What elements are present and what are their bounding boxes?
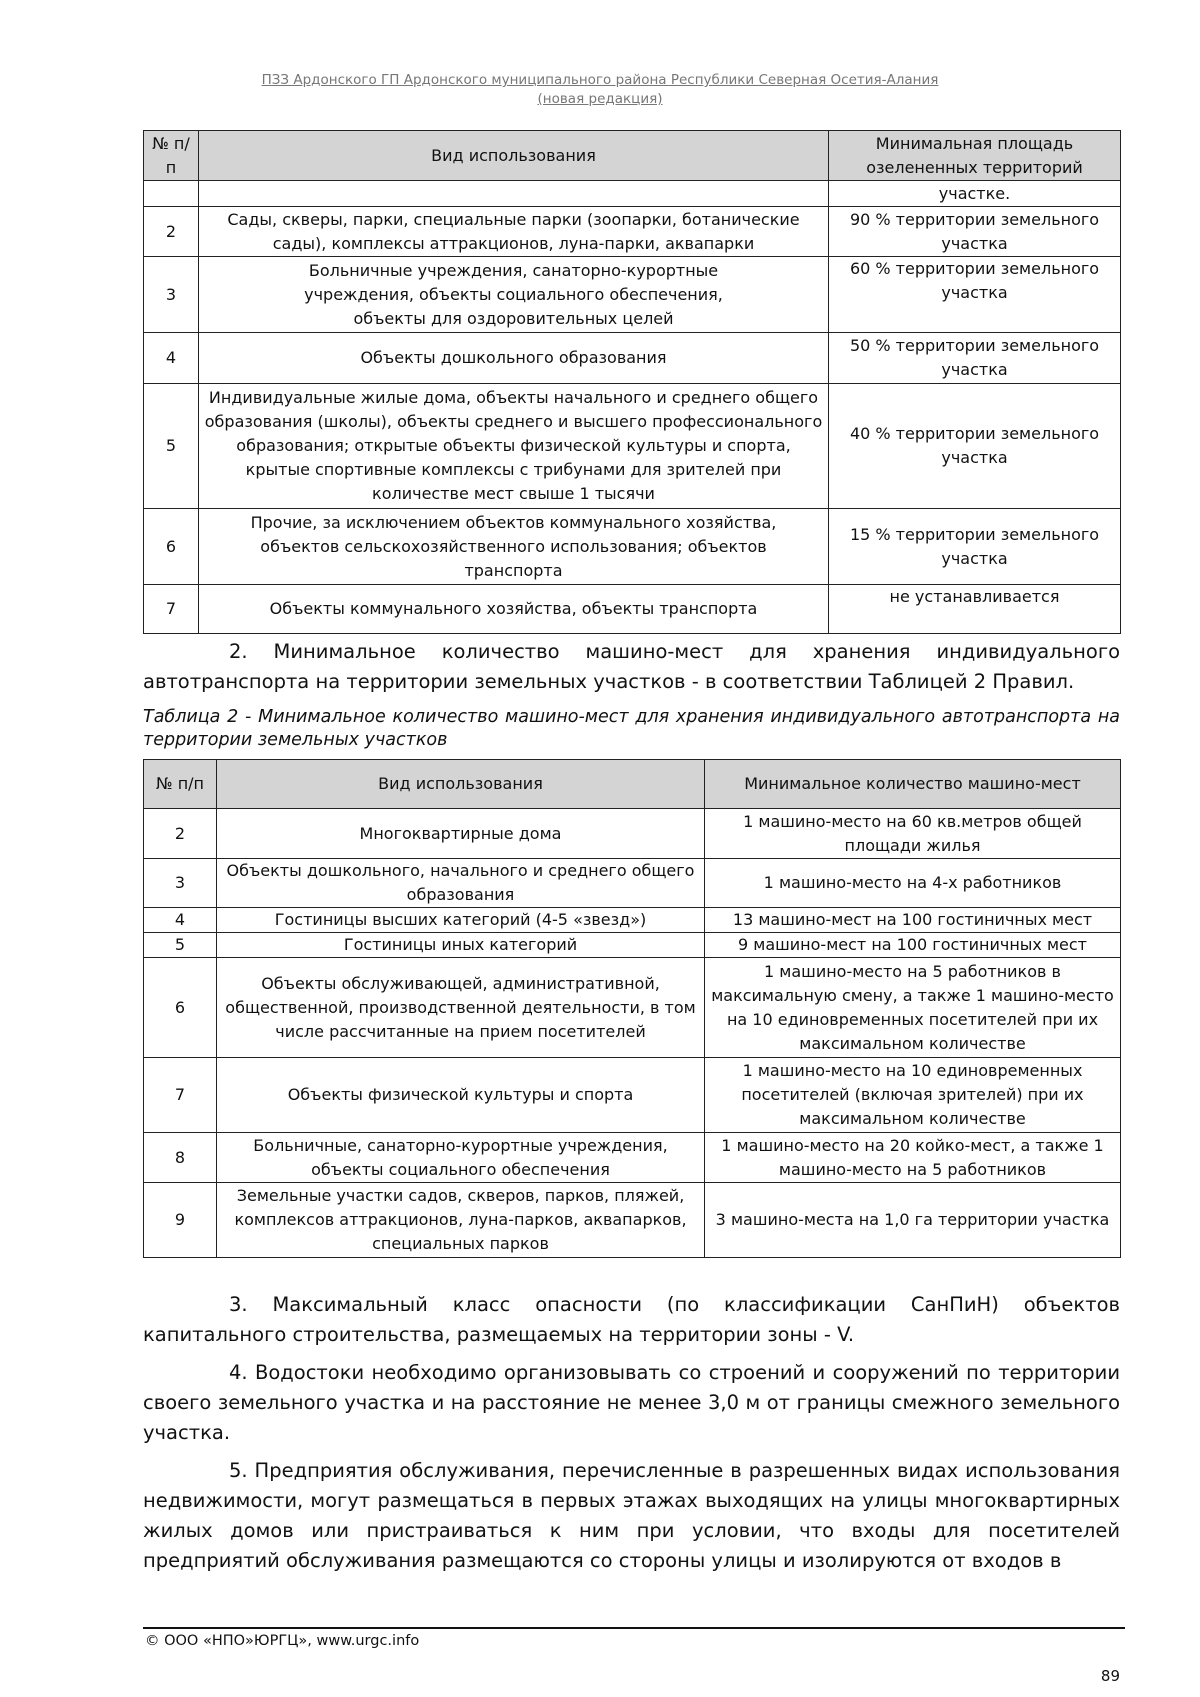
table-header-row: [144, 760, 1121, 809]
row-use: Сады, скверы, парки, специальные парки (зоопарки, ботанические сады), комплексы аттракционов, луна-парки, аквапарки: [199, 207, 829, 257]
col-header-use: Вид использования: [199, 131, 829, 181]
row-number: 7: [144, 1058, 217, 1133]
paragraph-3: 3. Максимальный класс опасности (по классификации СанПиН) объектов капитального строительства, размещаемых на территории зоны - V.: [143, 1293, 1120, 1346]
row-use: Объекты обслуживающей, административной, общественной, производственной деятельности, в том числе рассчитанные на прием посетителей: [217, 958, 705, 1058]
page-number: 89: [1100, 1667, 1120, 1685]
row-use: Объекты физической культуры и спорта: [217, 1058, 705, 1133]
paragraph-2: 2. Минимальное количество машино-мест для хранения индивидуального автотранспорта на территории земельных участков - в соответствии Таблицей 2 Правил.: [143, 640, 1120, 693]
row-number: 3: [144, 257, 199, 333]
row-value: 1 машино-место на 10 единовременных посетителей (включая зрителей) при их максимальном количестве: [705, 1058, 1121, 1133]
row-value: 40 % территории земельного участка: [829, 384, 1121, 509]
row-use: Многоквартирные дома: [217, 809, 705, 859]
row-number: 4: [144, 333, 199, 384]
row-value: 9 машино-мест на 100 гостиничных мест: [705, 933, 1121, 958]
row-number: 5: [144, 933, 217, 958]
row-use: [199, 181, 829, 207]
header-line-1: ПЗЗ Ардонского ГП Ардонского муниципального района Республики Северная Осетия-Алания: [261, 72, 939, 88]
table-row: [144, 809, 1121, 859]
table-row: [144, 1183, 1121, 1258]
row-number: [144, 181, 199, 207]
table-row: [144, 181, 1121, 207]
row-use: Прочие, за исключением объектов коммунального хозяйства, объектов сельскохозяйственного использования; объектов транспорта: [199, 509, 829, 585]
table-row: [144, 509, 1121, 585]
paragraph-4: 4. Водостоки необходимо организовывать со строений и сооружений по территории своего земельного участка и на расстояние не менее 3,0 м от границы смежного земельного участка.: [143, 1361, 1120, 1444]
parking-table: [143, 759, 1121, 1258]
table-row: [144, 933, 1121, 958]
table-row: [144, 1133, 1121, 1183]
row-value: 1 машино-место на 5 работников в максимальную смену, а также 1 машино-место на 10 единовременных посетителей при их максимальном количестве: [705, 958, 1121, 1058]
col-header-value: Минимальное количество машино-мест: [705, 760, 1121, 809]
row-number: 2: [144, 809, 217, 859]
row-use: Больничные учреждения, санаторно-курортные учреждения, объекты социального обеспечения, объекты для оздоровительных целей: [199, 257, 829, 333]
row-value: 50 % территории земельного участка: [829, 333, 1121, 384]
row-number: 7: [144, 585, 199, 634]
row-value: не устанавливается: [829, 585, 1121, 634]
footer-copyright: © ООО «НПО»ЮРГЦ», www.urgc.info: [145, 1633, 420, 1649]
table-header-row: [144, 131, 1121, 181]
row-value: участке.: [829, 181, 1121, 207]
row-number: 9: [144, 1183, 217, 1258]
row-value: 15 % территории земельного участка: [829, 509, 1121, 585]
col-header-number: № п/п: [144, 131, 199, 181]
row-value: 1 машино-место на 4-х работников: [705, 859, 1121, 908]
row-number: 4: [144, 908, 217, 933]
row-value: 60 % территории земельного участка: [829, 257, 1121, 333]
table-2-caption: Таблица 2 - Минимальное количество машино-мест для хранения индивидуального автотранспорта на территории земельных участков: [143, 707, 1120, 750]
table-row: [144, 1058, 1121, 1133]
table-row: [144, 207, 1121, 257]
green-area-table: [143, 130, 1121, 634]
running-header: [140, 71, 1060, 109]
table-row: [144, 958, 1121, 1058]
row-use: Земельные участки садов, скверов, парков, пляжей, комплексов аттракционов, луна-парков, аквапарков, специальных парков: [217, 1183, 705, 1258]
row-value: 13 машино-мест на 100 гостиничных мест: [705, 908, 1121, 933]
row-number: 2: [144, 207, 199, 257]
footer-divider: [143, 1627, 1125, 1629]
row-value: 1 машино-место на 60 кв.метров общей площади жилья: [705, 809, 1121, 859]
row-value: 1 машино-место на 20 койко-мест, а также 1 машино-место на 5 работников: [705, 1133, 1121, 1183]
table-row: [144, 384, 1121, 509]
table-row: [144, 908, 1121, 933]
row-number: 6: [144, 509, 199, 585]
table-row: [144, 585, 1121, 634]
row-use: Гостиницы высших категорий (4-5 «звезд»): [217, 908, 705, 933]
row-use: Объекты коммунального хозяйства, объекты транспорта: [199, 585, 829, 634]
row-use: Объекты дошкольного образования: [199, 333, 829, 384]
table-row: [144, 257, 1121, 333]
row-use: Объекты дошкольного, начального и среднего общего образования: [217, 859, 705, 908]
table-row: [144, 859, 1121, 908]
row-value: 3 машино-места на 1,0 га территории участка: [705, 1183, 1121, 1258]
table-row: [144, 333, 1121, 384]
col-header-number: № п/п: [144, 760, 217, 809]
paragraph-5: 5. Предприятия обслуживания, перечисленные в разрешенных видах использования недвижимости, могут размещаться в первых этажах выходящих на улицы многоквартирных жилых домов или пристраиваться к ним при условии, что входы для посетителей предприятий обслуживания размещаются со стороны улицы и изолируются от входов в: [143, 1459, 1120, 1572]
row-use: Больничные, санаторно-курортные учреждения, объекты социального обеспечения: [217, 1133, 705, 1183]
row-number: 6: [144, 958, 217, 1058]
row-value: 90 % территории земельного участка: [829, 207, 1121, 257]
row-number: 5: [144, 384, 199, 509]
row-number: 8: [144, 1133, 217, 1183]
row-use: Гостиницы иных категорий: [217, 933, 705, 958]
row-number: 3: [144, 859, 217, 908]
row-use: Индивидуальные жилые дома, объекты начального и среднего общего образования (школы), объекты среднего и высшего профессионального образования; открытые объекты физической культуры и спорта, крытые спортивные комплексы с трибунами для зрителей при количестве мест свыше 1 тысячи: [199, 384, 829, 509]
header-line-2: (новая редакция): [537, 91, 663, 107]
col-header-use: Вид использования: [217, 760, 705, 809]
col-header-value: Минимальная площадь озелененных территорий: [829, 131, 1121, 181]
